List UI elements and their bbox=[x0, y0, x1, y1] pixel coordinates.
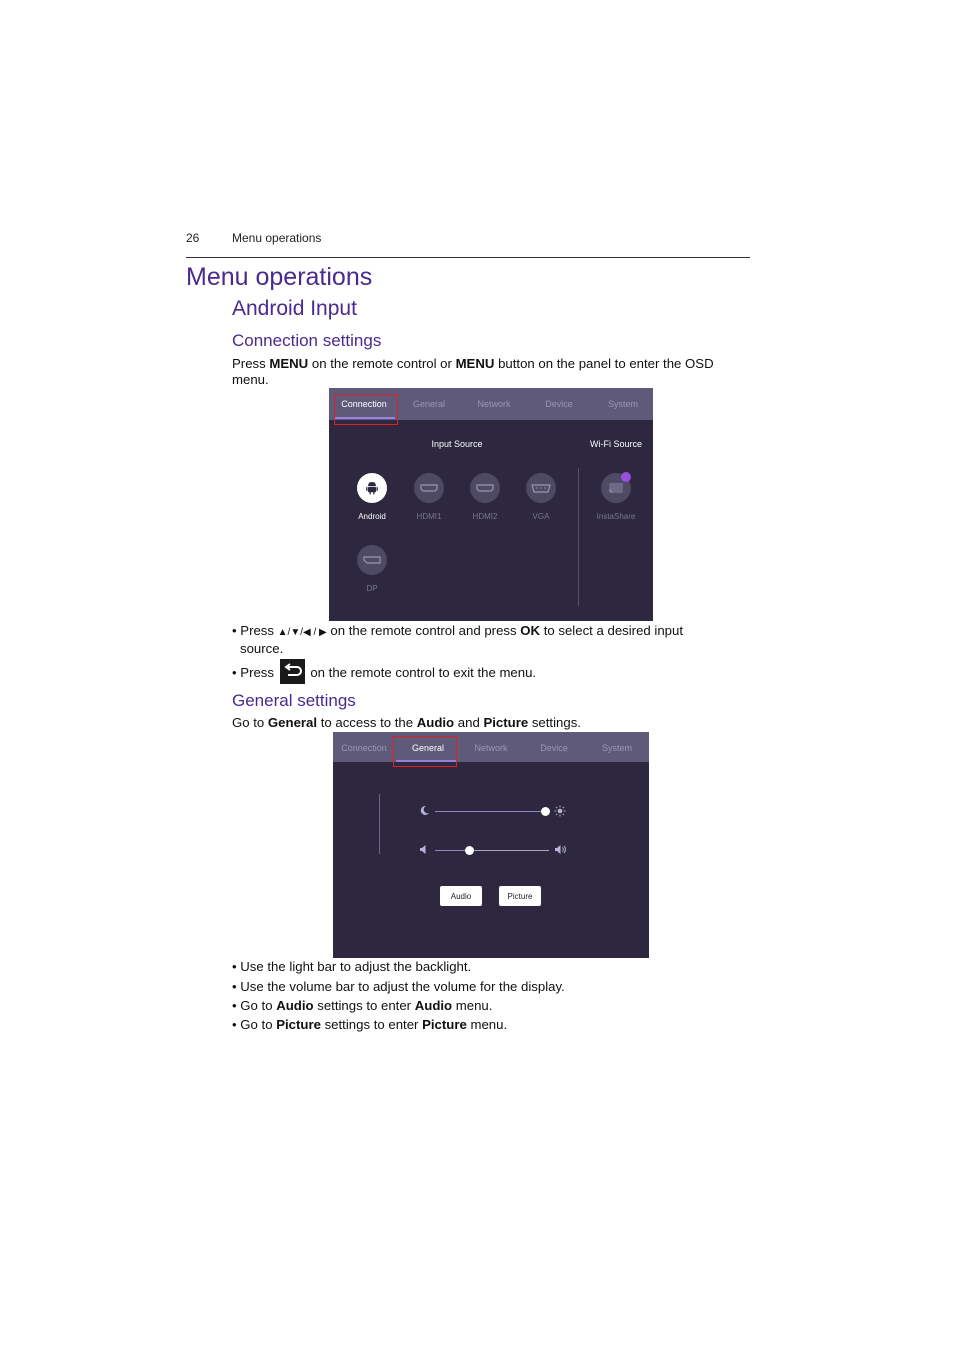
text: menu. bbox=[452, 998, 493, 1013]
page-title: Menu operations bbox=[186, 263, 373, 291]
text: to access to the bbox=[317, 715, 417, 730]
arrow-keys-icon: ▲/▼/◀ / ▶ bbox=[277, 627, 327, 638]
highlight-box bbox=[393, 736, 457, 767]
divider bbox=[578, 468, 579, 606]
hdmi-port-icon bbox=[420, 484, 438, 492]
text: menu. bbox=[466, 1017, 508, 1032]
header-rule bbox=[186, 257, 750, 258]
text: settings. bbox=[528, 715, 581, 730]
key-audio: Audio bbox=[414, 998, 453, 1013]
connection-bullet-1 bbox=[232, 623, 752, 657]
tab-network[interactable]: Network bbox=[474, 743, 508, 753]
tab-general[interactable]: General bbox=[411, 743, 445, 753]
backlight-slider-knob[interactable] bbox=[541, 807, 550, 816]
tab-system[interactable]: System bbox=[601, 743, 632, 753]
highlight-box bbox=[334, 394, 398, 425]
source-hdmi1[interactable] bbox=[414, 473, 444, 503]
text: menu. bbox=[232, 372, 269, 387]
source-vga[interactable] bbox=[526, 473, 556, 503]
general-bullet-3 bbox=[232, 998, 492, 1014]
backlight-slider[interactable] bbox=[435, 811, 545, 812]
source-hdmi2[interactable] bbox=[470, 473, 500, 503]
speaker-low-icon bbox=[419, 844, 429, 855]
tab-general[interactable]: General bbox=[412, 399, 446, 409]
text: on the remote control and press bbox=[326, 623, 521, 638]
tab-device[interactable]: Device bbox=[545, 399, 573, 409]
picture-button[interactable]: Picture bbox=[499, 886, 541, 906]
general-heading: General settings bbox=[232, 691, 356, 710]
key-menu: MENU bbox=[455, 356, 495, 371]
android-icon bbox=[364, 480, 380, 496]
osd-tab-bar bbox=[333, 732, 649, 762]
volume-slider-knob[interactable] bbox=[465, 846, 474, 855]
connection-intro bbox=[232, 356, 752, 388]
tab-connection[interactable]: Connection bbox=[341, 743, 387, 753]
key-picture: Picture bbox=[276, 1017, 321, 1032]
general-bullet-4 bbox=[232, 1017, 507, 1033]
input-source-title: Input Source bbox=[431, 439, 483, 449]
key-general: General bbox=[267, 715, 318, 730]
download-badge-icon bbox=[621, 472, 631, 482]
source-android[interactable] bbox=[357, 473, 387, 503]
text: • Go to bbox=[232, 1017, 277, 1032]
source-label-dp: DP bbox=[366, 584, 378, 593]
text: on the remote control or bbox=[308, 356, 456, 371]
audio-button[interactable]: Audio bbox=[440, 886, 482, 906]
text: • Press bbox=[232, 664, 278, 680]
text: on the remote control to exit the menu. bbox=[306, 664, 537, 680]
running-header: Menu operations bbox=[232, 231, 322, 245]
source-label-vga: VGA bbox=[532, 512, 550, 521]
divider bbox=[379, 794, 380, 854]
hdmi-port-icon bbox=[476, 484, 494, 492]
connection-screen bbox=[329, 388, 653, 621]
page-number: 26 bbox=[186, 231, 200, 245]
general-bullet-2: • Use the volume bar to adjust the volume for the display. bbox=[232, 979, 565, 994]
wifi-source-title: Wi-Fi Source bbox=[589, 439, 642, 449]
general-bullet-1: • Use the light bar to adjust the backlight. bbox=[232, 959, 472, 974]
text: settings to enter bbox=[320, 1017, 423, 1032]
text: Press bbox=[232, 356, 270, 371]
sun-icon bbox=[554, 805, 566, 817]
key-ok: OK bbox=[520, 623, 541, 638]
source-label-instashare: InstaShare bbox=[596, 512, 636, 521]
speaker-high-icon bbox=[554, 844, 567, 855]
key-picture: Picture bbox=[422, 1017, 467, 1032]
source-label-android: Android bbox=[358, 512, 386, 521]
key-audio: Audio bbox=[276, 998, 314, 1013]
displayport-icon bbox=[363, 556, 381, 564]
section-title: Android Input bbox=[232, 297, 357, 320]
source-label-hdmi2: HDMI2 bbox=[472, 512, 498, 521]
vga-port-icon bbox=[531, 484, 551, 493]
connection-heading: Connection settings bbox=[232, 331, 382, 350]
source-label-hdmi1: HDMI1 bbox=[416, 512, 442, 521]
tab-network[interactable]: Network bbox=[477, 399, 511, 409]
text: Go to bbox=[232, 715, 268, 730]
tab-connection[interactable]: Connection bbox=[341, 399, 387, 409]
text: to select a desired input bbox=[540, 623, 683, 638]
source-dp[interactable] bbox=[357, 545, 387, 575]
text: button on the panel to enter the OSD bbox=[494, 356, 714, 371]
text: • Press bbox=[232, 623, 278, 638]
back-key-icon bbox=[280, 659, 305, 684]
tab-system[interactable]: System bbox=[607, 399, 638, 409]
cast-icon bbox=[607, 481, 625, 495]
connection-bullet-2 bbox=[232, 661, 752, 686]
general-screen bbox=[333, 732, 649, 958]
text: source. bbox=[240, 641, 284, 656]
key-menu: MENU bbox=[269, 356, 309, 371]
key-audio: Audio bbox=[416, 715, 455, 730]
tab-device[interactable]: Device bbox=[540, 743, 568, 753]
text: • Go to bbox=[232, 998, 277, 1013]
key-picture: Picture bbox=[483, 715, 529, 730]
text: settings to enter bbox=[313, 998, 415, 1013]
moon-icon bbox=[419, 805, 430, 816]
general-intro bbox=[232, 715, 752, 731]
text: and bbox=[454, 715, 484, 730]
